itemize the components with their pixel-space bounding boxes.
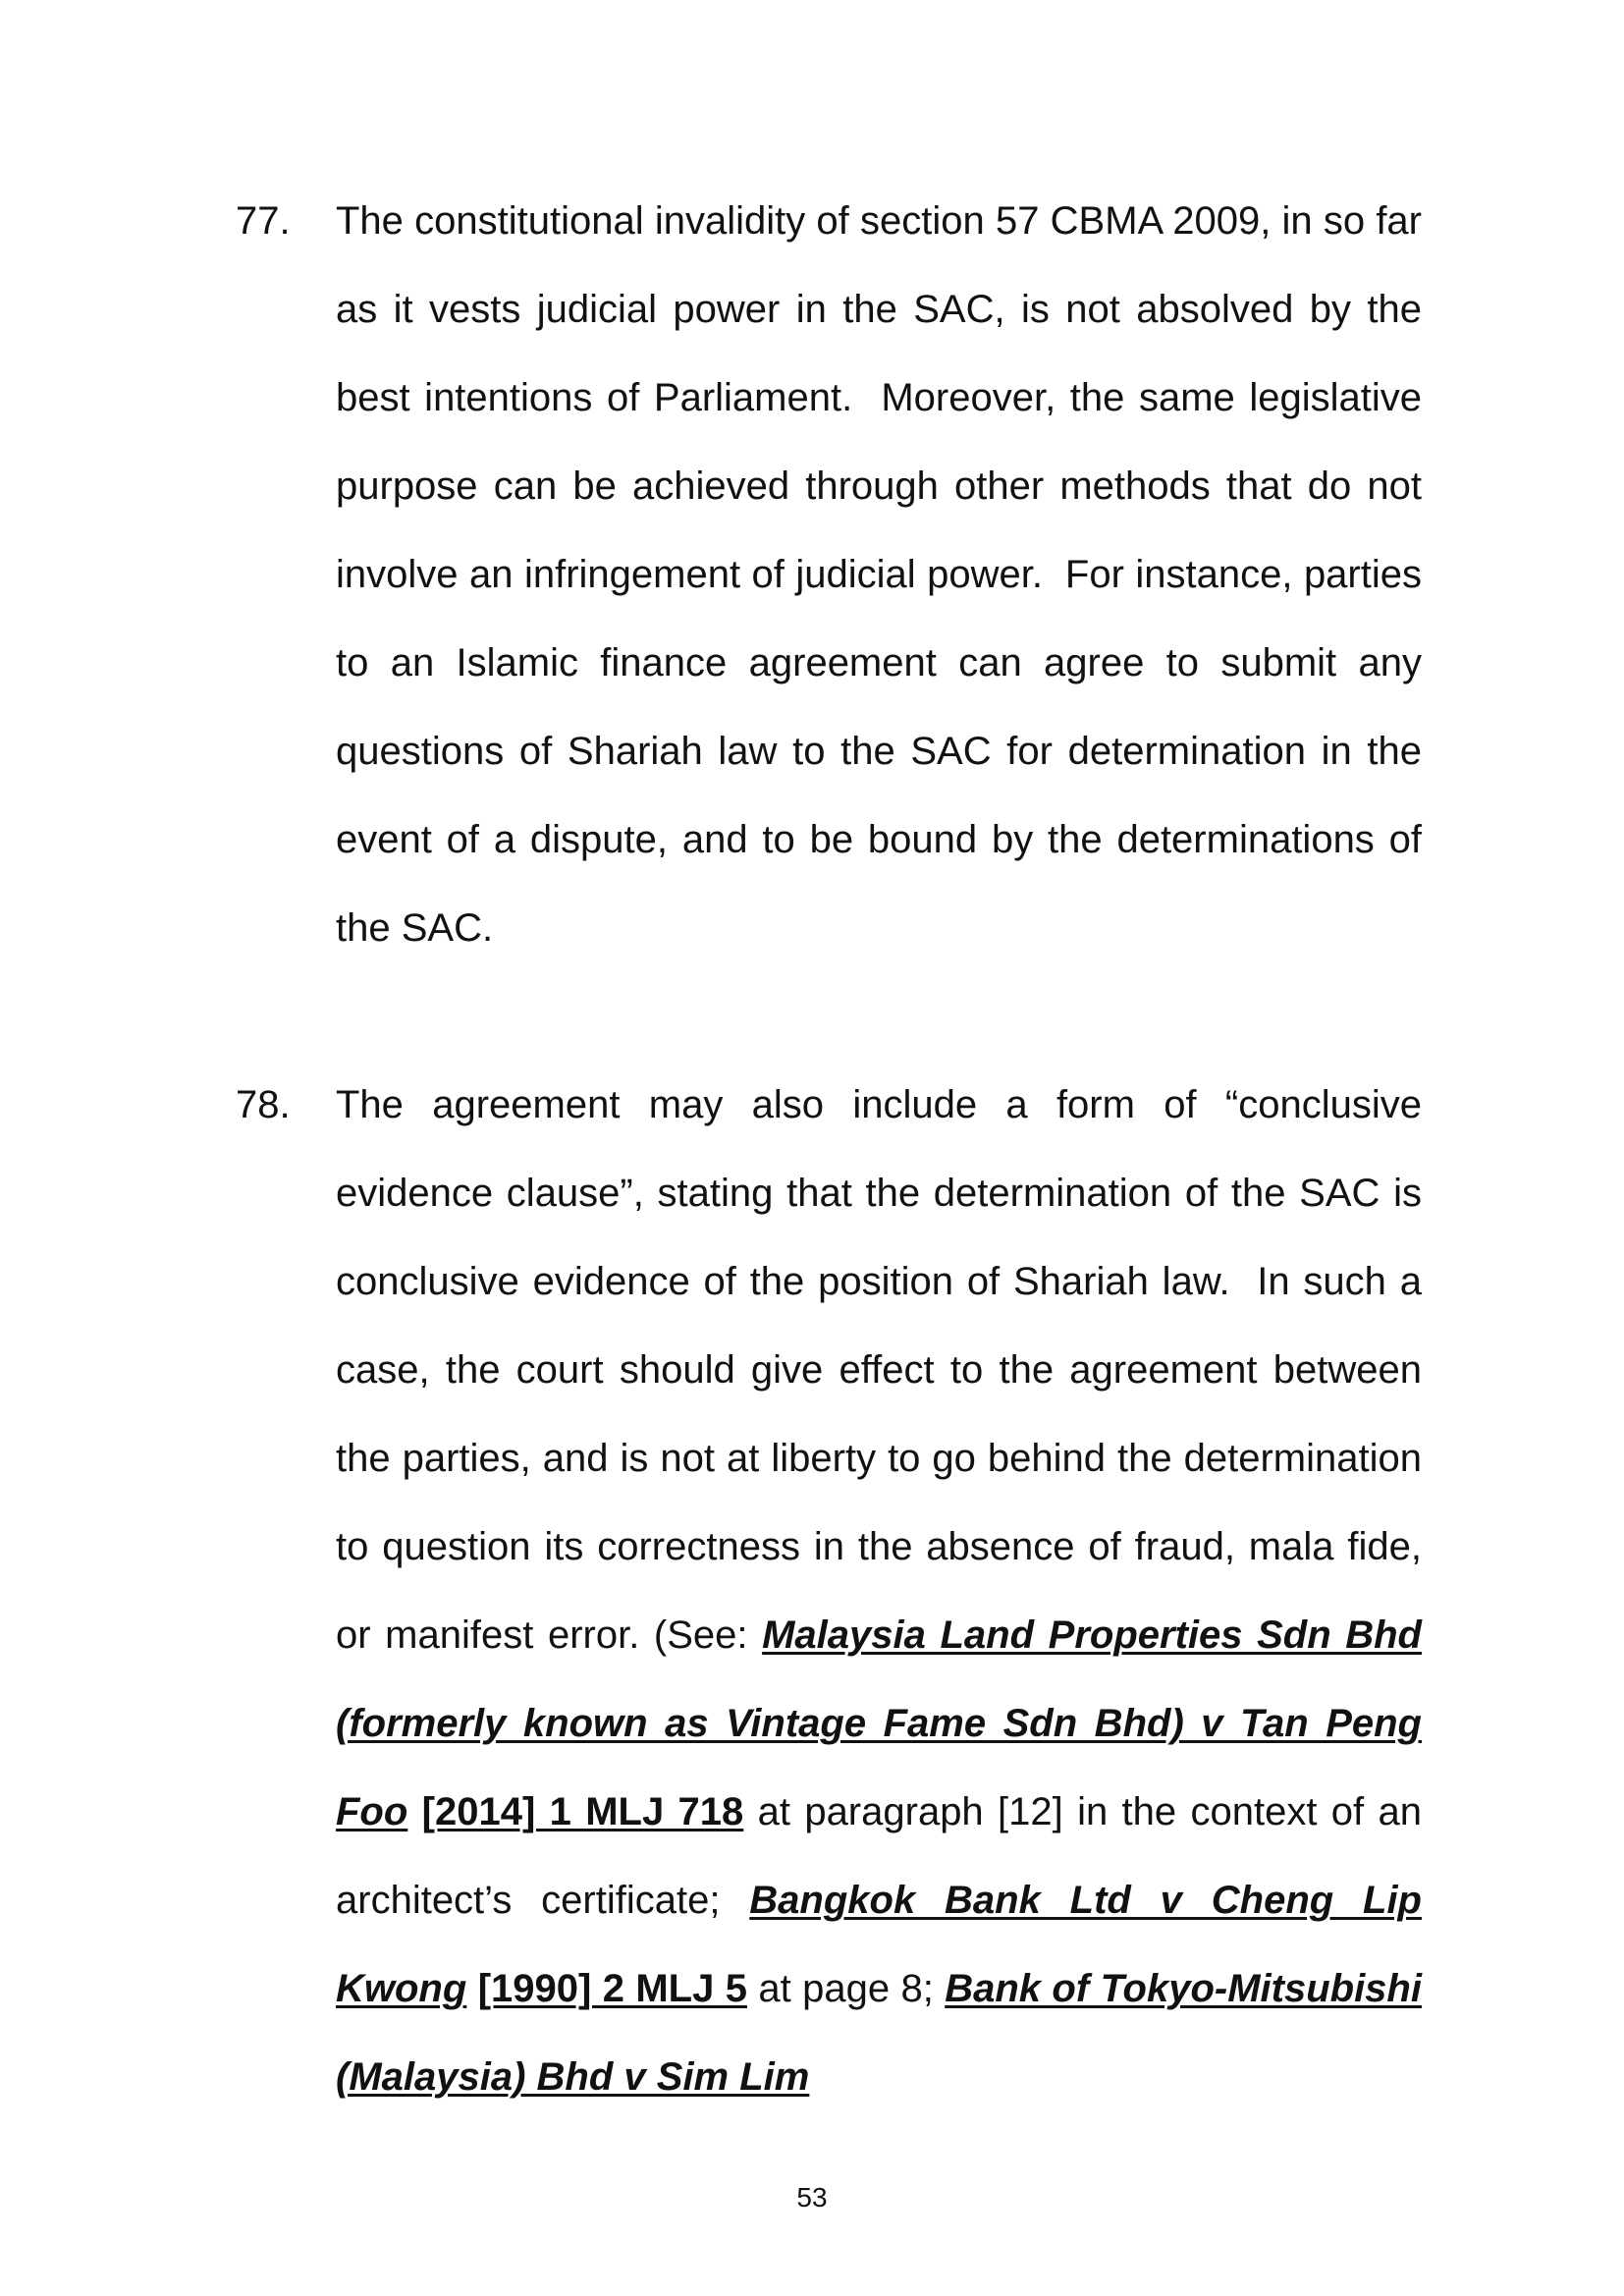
- paragraph-78: [236, 1061, 1422, 2121]
- case-name-bangkok-bank: Bangkok Bank Ltd v Cheng Lip Kwong: [336, 1879, 1422, 2010]
- paragraph-body: The agreement may also include a form of “conclusive evidence clause”, stating that the determination of the SAC is conclusive evidence of the position of Shariah law. In such a case, the court should give effect to the agreement between the parties, and is not at liberty to go behind the determination to question its correctness in the absence of fraud, mala fide, or manifest error. (See:: [336, 1083, 1422, 1657]
- case-name-malaysia-land: Malaysia Land Properties Sdn Bhd (formerly known as Vintage Fame Sdn Bhd) v Tan Peng Foo: [336, 1613, 1422, 1833]
- paragraph-text: [336, 1061, 1422, 2121]
- paragraph-number: 78.: [236, 1083, 291, 1126]
- paragraph-77: [236, 177, 1422, 972]
- paragraph-text: [336, 177, 1422, 972]
- page-number: 53: [796, 2182, 828, 2213]
- case-citation-1990-mlj: [1990] 2 MLJ 5: [477, 1967, 747, 2010]
- paragraph-body-continued: at paragraph [12] in the context of an architect’s certificate;: [336, 1790, 1422, 1922]
- paragraph-body: The constitutional invalidity of section 57 CBMA 2009, in so far as it vests judicial power in the SAC, is not absolved by the best intentions of Parliament. Moreover, the same legislative purpose can be achieved through other methods that do not involve an infringement of judicial power. For instance, parties to an Islamic finance agreement can agree to submit any questions of Shariah law to the SAC for determination in the event of a dispute, and to be bound by the determinations of the SAC.: [336, 199, 1422, 950]
- paragraph-number: 77.: [236, 199, 291, 243]
- paragraph-body-continued: at page 8;: [746, 1967, 946, 2010]
- case-citation-2014-mlj: [2014] 1 MLJ 718: [421, 1790, 744, 1833]
- case-name-bank-of-tokyo: Bank of Tokyo-Mitsubishi (Malaysia) Bhd v Sim Lim: [336, 1967, 1422, 2099]
